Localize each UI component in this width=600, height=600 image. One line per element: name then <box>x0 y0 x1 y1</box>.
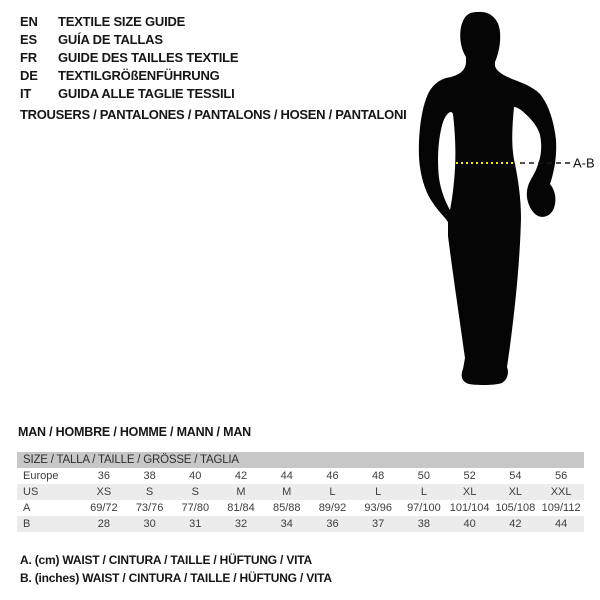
size-value-cell: 73/76 <box>135 502 164 514</box>
note-a: A. (cm) WAIST / CINTURA / TAILLE / HÜFTUNG / VITA <box>20 553 312 567</box>
language-label: GUIDE DES TAILLES TEXTILE <box>58 50 239 65</box>
size-value-cell: 40 <box>189 470 202 482</box>
size-value-cell: 31 <box>189 518 202 530</box>
size-table-header-label: SIZE / TALLA / TAILLE / GRÖSSE / TAGLIA <box>23 454 239 466</box>
language-row <box>20 31 238 49</box>
size-value-cell: 42 <box>234 470 248 482</box>
size-value-cell: 37 <box>372 518 385 530</box>
size-table-row <box>17 484 584 500</box>
size-value-cell: M <box>236 486 246 498</box>
size-value-cell: 30 <box>143 518 156 530</box>
size-value-cell: XL <box>462 486 477 498</box>
size-value-cell: 44 <box>554 518 568 530</box>
size-value-cell: 36 <box>97 470 110 482</box>
size-value-cell: S <box>145 486 154 498</box>
language-row <box>20 49 238 67</box>
size-value-cell: XL <box>508 486 523 498</box>
man-silhouette-icon <box>419 12 556 385</box>
language-label: GUIDA ALLE TAGLIE TESSILI <box>58 86 235 101</box>
language-row <box>20 85 238 103</box>
size-value-cell: 89/92 <box>318 502 347 514</box>
size-value-cell: 48 <box>372 470 385 482</box>
size-value-cell: L <box>420 486 427 498</box>
size-value-cell: M <box>282 486 292 498</box>
size-value-cell: 81/84 <box>227 502 255 514</box>
language-row <box>20 13 238 31</box>
size-table-body <box>17 468 584 532</box>
size-value-cell: L <box>329 486 336 498</box>
language-label: GUÍA DE TALLAS <box>58 32 163 47</box>
language-label: TEXTILGRÖßENFÜHRUNG <box>58 68 220 83</box>
size-value-cell: 93/96 <box>364 502 392 514</box>
language-code: FR <box>20 50 37 65</box>
size-value-cell: 109/112 <box>541 502 581 514</box>
size-value-cell: 50 <box>417 470 431 482</box>
size-value-cell: 28 <box>97 518 110 530</box>
category-title: TROUSERS / PANTALONES / PANTALONS / HOSEN / PANTALONI <box>20 107 407 122</box>
size-value-cell: 105/108 <box>495 502 536 514</box>
language-row <box>20 67 238 85</box>
gender-section-title: MAN / HOMBRE / HOMME / MANN / MAN <box>18 425 251 439</box>
waist-measure-label: A-B <box>573 155 595 171</box>
size-value-cell: 52 <box>463 470 476 482</box>
size-table-row <box>17 500 584 516</box>
size-table <box>17 452 584 532</box>
size-value-cell: 38 <box>143 470 156 482</box>
size-system-label: A <box>23 502 31 514</box>
size-table-row <box>17 468 584 484</box>
size-value-cell: 36 <box>326 518 339 530</box>
language-code: IT <box>20 86 32 101</box>
man-silhouette-figure <box>385 0 600 400</box>
size-value-cell: 97/100 <box>407 502 441 514</box>
size-value-cell: 38 <box>417 518 431 530</box>
size-value-cell: 44 <box>280 470 293 482</box>
size-value-cell: 40 <box>463 518 476 530</box>
size-system-label: US <box>23 486 39 498</box>
language-code: ES <box>20 32 37 47</box>
size-value-cell: 69/72 <box>90 502 118 514</box>
measurement-notes <box>20 552 332 587</box>
size-value-cell: S <box>191 486 199 498</box>
language-code: EN <box>20 14 38 29</box>
size-system-label: Europe <box>23 470 59 482</box>
size-system-label: B <box>23 518 31 530</box>
language-code: DE <box>20 68 38 83</box>
size-value-cell: 101/104 <box>449 502 490 514</box>
language-label: TEXTILE SIZE GUIDE <box>58 14 186 29</box>
note-b: B. (inches) WAIST / CINTURA / TAILLE / HÜFTUNG / VITA <box>20 570 332 585</box>
language-list <box>20 13 238 103</box>
size-value-cell: 77/80 <box>181 502 210 514</box>
size-value-cell: XXL <box>550 486 572 498</box>
size-value-cell: 85/88 <box>272 502 301 514</box>
size-value-cell: 32 <box>234 518 248 530</box>
size-value-cell: 46 <box>326 470 339 482</box>
size-table-row <box>17 516 584 532</box>
size-value-cell: L <box>375 486 382 498</box>
size-value-cell: 34 <box>280 518 293 530</box>
size-value-cell: 54 <box>509 470 522 482</box>
size-value-cell: 56 <box>554 470 568 482</box>
size-table-header-row <box>17 452 584 468</box>
size-value-cell: 42 <box>509 518 522 530</box>
size-value-cell: XS <box>96 486 112 498</box>
